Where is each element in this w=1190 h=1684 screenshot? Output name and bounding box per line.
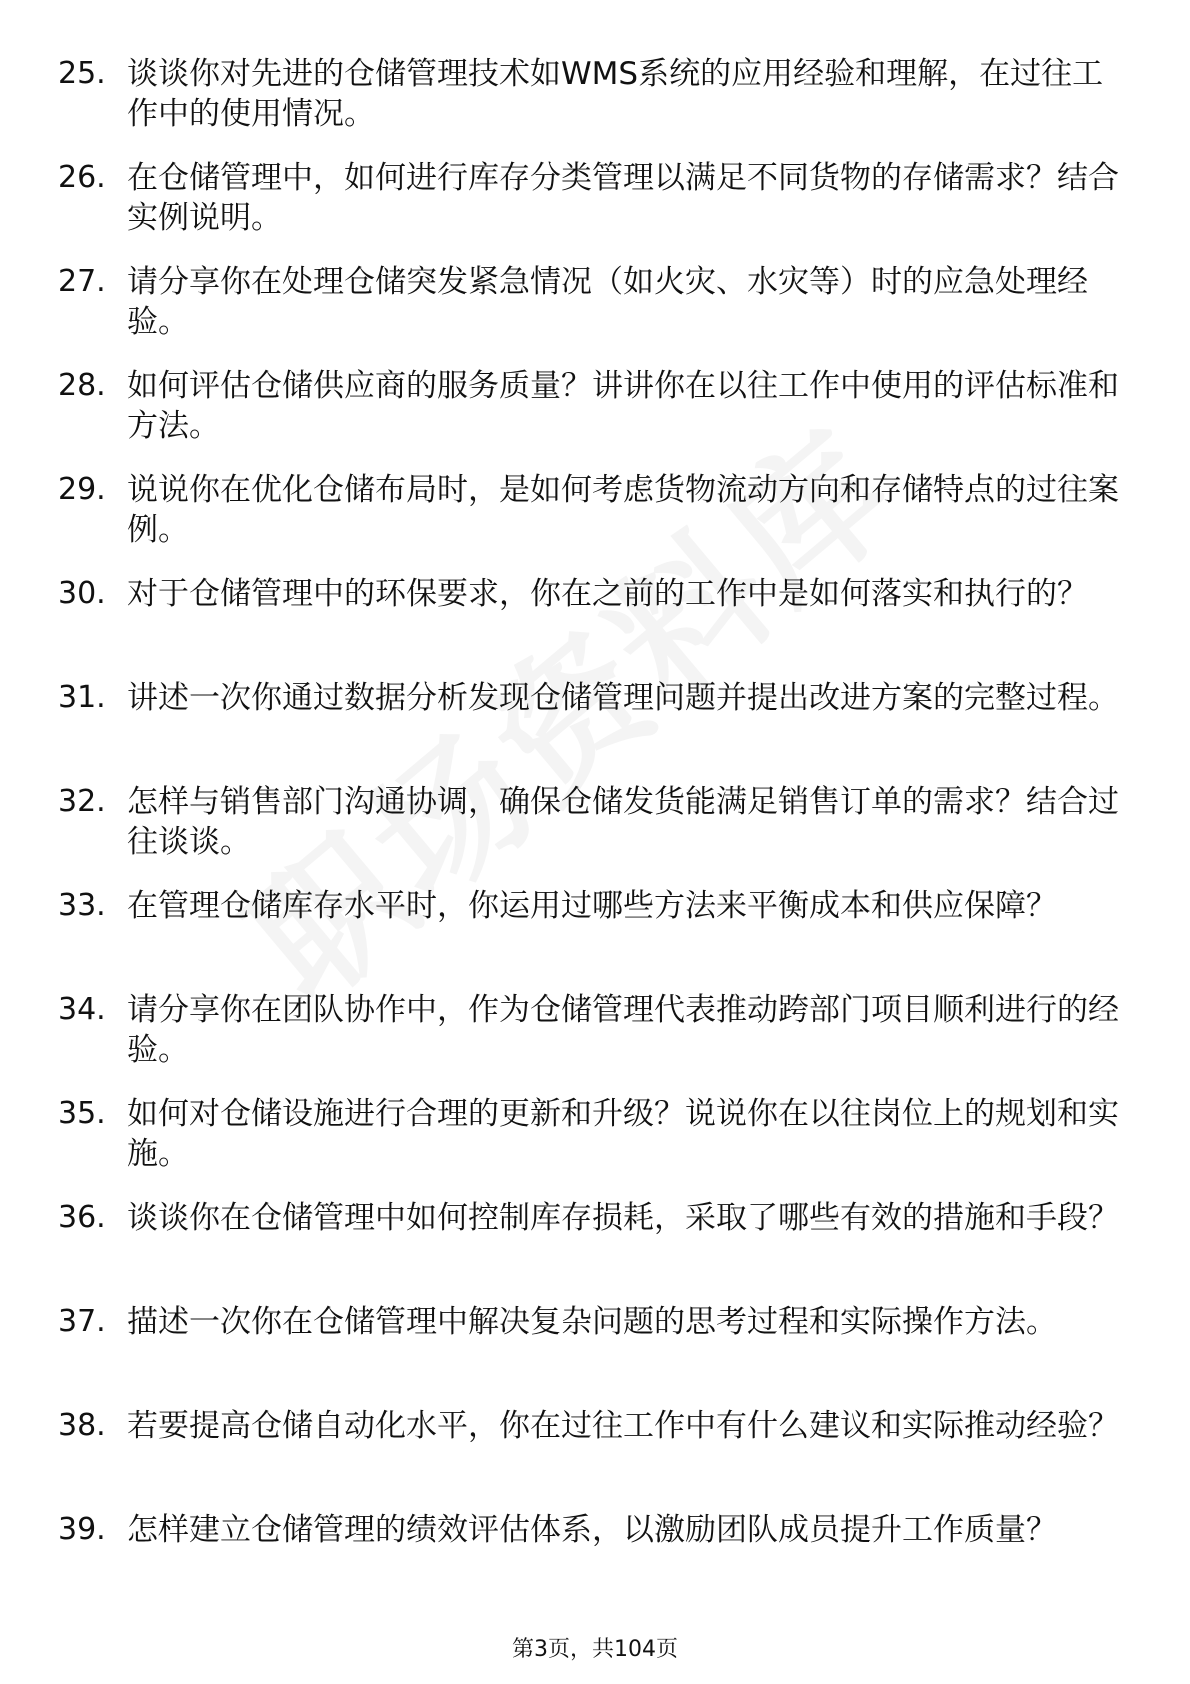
question-text: 在管理仓储库存水平时，你运用过哪些方法来平衡成本和供应保障？ <box>127 888 1057 924</box>
question-number: 27. <box>58 264 106 299</box>
question-number: 30. <box>58 576 106 611</box>
question-number: 25. <box>58 56 106 91</box>
question-item-35 <box>0 1094 1190 1198</box>
question-number: 32. <box>58 784 106 819</box>
question-item-27 <box>0 262 1190 366</box>
question-item-26 <box>0 158 1190 262</box>
question-number: 39. <box>58 1512 106 1547</box>
question-text: 对于仓储管理中的环保要求，你在之前的工作中是如何落实和执行的？ <box>127 576 1088 612</box>
question-text: 请分享你在处理仓储突发紧急情况（如火灾、水灾等）时的应急处理经验。 <box>127 264 1088 340</box>
question-text: 在仓储管理中，如何进行库存分类管理以满足不同货物的存储需求？结合实例说明。 <box>127 160 1119 236</box>
question-item-28 <box>0 366 1190 470</box>
question-number: 28. <box>58 368 106 403</box>
question-number: 37. <box>58 1304 106 1339</box>
question-number: 35. <box>58 1096 106 1131</box>
question-item-29 <box>0 470 1190 574</box>
page-footer <box>0 1636 1190 1664</box>
question-item-30 <box>0 574 1190 678</box>
question-text: 如何评估仓储供应商的服务质量？讲讲你在以往工作中使用的评估标准和方法。 <box>127 368 1119 444</box>
page-number-label: 第3页，共104页 <box>512 1637 678 1662</box>
question-item-37 <box>0 1302 1190 1406</box>
question-item-33 <box>0 886 1190 990</box>
question-item-32 <box>0 782 1190 886</box>
question-text: 描述一次你在仓储管理中解决复杂问题的思考过程和实际操作方法。 <box>127 1304 1057 1340</box>
question-text: 请分享你在团队协作中，作为仓储管理代表推动跨部门项目顺利进行的经验。 <box>127 992 1119 1068</box>
question-text: 说说你在优化仓储布局时，是如何考虑货物流动方向和存储特点的过往案例。 <box>127 472 1119 548</box>
question-text: 怎样建立仓储管理的绩效评估体系，以激励团队成员提升工作质量？ <box>127 1512 1057 1548</box>
question-item-34 <box>0 990 1190 1094</box>
question-number: 29. <box>58 472 106 507</box>
question-text: 谈谈你在仓储管理中如何控制库存损耗，采取了哪些有效的措施和手段？ <box>127 1200 1119 1236</box>
question-number: 34. <box>58 992 106 1027</box>
question-item-25 <box>0 54 1190 158</box>
question-item-38 <box>0 1406 1190 1510</box>
question-number: 36. <box>58 1200 106 1235</box>
question-text: 谈谈你对先进的仓储管理技术如WMS系统的应用经验和理解，在过往工作中的使用情况。 <box>127 56 1104 132</box>
question-text: 如何对仓储设施进行合理的更新和升级？说说你在以往岗位上的规划和实施。 <box>127 1096 1119 1172</box>
question-number: 26. <box>58 160 106 195</box>
question-text: 讲述一次你通过数据分析发现仓储管理问题并提出改进方案的完整过程。 <box>127 680 1119 716</box>
question-text: 怎样与销售部门沟通协调，确保仓储发货能满足销售订单的需求？结合过往谈谈。 <box>127 784 1119 860</box>
question-number: 31. <box>58 680 106 715</box>
question-list <box>0 54 1190 1614</box>
question-text: 若要提高仓储自动化水平，你在过往工作中有什么建议和实际推动经验？ <box>127 1408 1119 1444</box>
question-item-39 <box>0 1510 1190 1614</box>
question-number: 33. <box>58 888 106 923</box>
question-number: 38. <box>58 1408 106 1443</box>
question-item-36 <box>0 1198 1190 1302</box>
question-item-31 <box>0 678 1190 782</box>
